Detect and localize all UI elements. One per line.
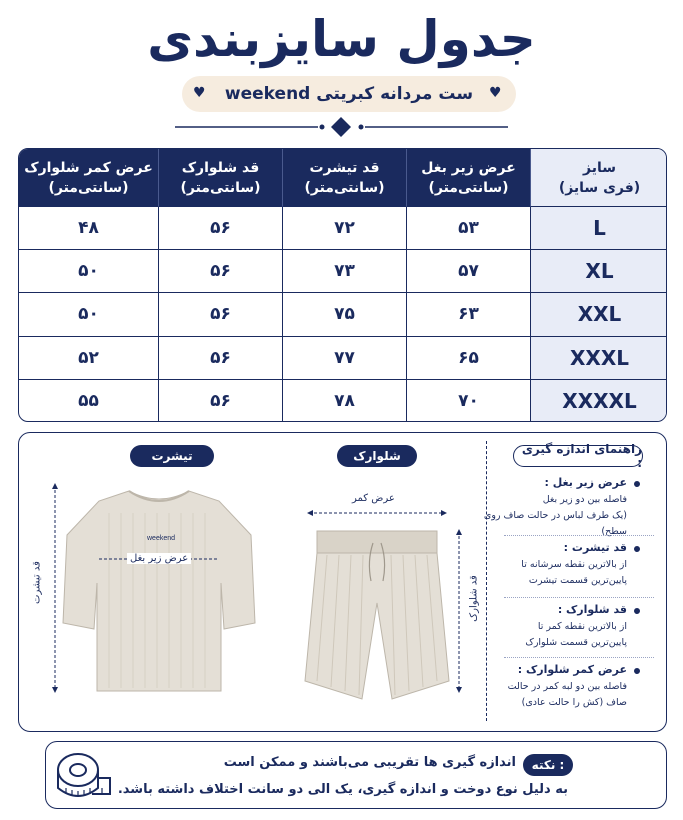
guide-separator (504, 535, 654, 536)
table-cell-tshirt-length: ۷۵ (283, 293, 407, 336)
table-cell-waist: ۵۲ (19, 337, 159, 380)
table-cell-chest-width: ۶۳ (407, 293, 531, 336)
note-line-2: به دلیل نوع دوخت و اندازه گیری، یک الی دو سانت اختلاف داشته باشد. (117, 782, 568, 797)
table-cell-tshirt-length: ۷۳ (283, 250, 407, 293)
table-cell-tshirt-length: ۷۷ (283, 337, 407, 380)
table-cell-waist: ۵۰ (19, 293, 159, 336)
chest-label: عرض زیر بغل (127, 553, 191, 564)
bullet-icon (634, 546, 640, 552)
table-cell-waist: ۵۰ (19, 250, 159, 293)
note-line-1: اندازه گیری ها تقریبی می‌باشند و ممکن است (223, 755, 516, 770)
table-cell-size: XXXXL (531, 380, 667, 422)
shirt-logo: weekend (147, 535, 176, 542)
bullet-icon (634, 668, 640, 674)
subtitle-text: ست مردانه کبریتی weekend (224, 84, 474, 104)
table-cell-waist: ۴۸ (19, 207, 159, 250)
waist-label: عرض کمر (352, 493, 395, 504)
heart-icon: ♥ (489, 85, 502, 101)
col-header-tshirt-length: قد تیشرت (سانتی‌متر) (283, 149, 407, 207)
guide-item-waist: عرض کمر شلوارک : فاصله بین دو لبه کمر در حالت صاف (کش را حالت عادی) (507, 663, 627, 708)
bullet-icon (634, 608, 640, 614)
divider-ornament (0, 116, 683, 138)
tshirt-illustration (49, 473, 269, 703)
table-cell-tshirt-length: ۷۲ (283, 207, 407, 250)
shorts-illustration (287, 491, 467, 711)
guide-separator (504, 597, 654, 598)
col-header-chest-width: عرض زیر بغل (سانتی‌متر) (407, 149, 531, 207)
table-cell-chest-width: ۷۰ (407, 380, 531, 422)
heart-icon: ♥ (193, 85, 206, 101)
guide-item-shorts-length: قد شلوارک : از بالاترین نقطه کمر تا پایین‌ترین قسمت شلوارک (525, 603, 627, 648)
measurement-panel (18, 432, 667, 732)
subtitle-banner (182, 76, 516, 112)
shorts-length-label: قد شلوارک (468, 575, 480, 622)
table-cell-chest-width: ۵۳ (407, 207, 531, 250)
size-table (18, 148, 667, 422)
table-cell-shorts-length: ۵۶ (159, 250, 283, 293)
guide-tag: راهنمای اندازه گیری : (513, 445, 643, 467)
table-cell-shorts-length: ۵۶ (159, 207, 283, 250)
guide-separator (504, 657, 654, 658)
tshirt-tag: تیشرت (130, 445, 214, 467)
note-box (45, 741, 667, 809)
table-cell-chest-width: ۶۵ (407, 337, 531, 380)
col-header-size: سایز (فری سایز) (531, 149, 667, 207)
measuring-tape-icon (52, 748, 112, 804)
table-cell-size: XL (531, 250, 667, 293)
col-header-shorts-length: قد شلوارک (سانتی‌متر) (159, 149, 283, 207)
table-cell-shorts-length: ۵۶ (159, 380, 283, 422)
table-cell-tshirt-length: ۷۸ (283, 380, 407, 422)
table-cell-size: XXXL (531, 337, 667, 380)
table-cell-size: L (531, 207, 667, 250)
table-cell-size: XXL (531, 293, 667, 336)
bullet-icon (634, 481, 640, 487)
table-cell-waist: ۵۵ (19, 380, 159, 422)
note-tag: نکته : (523, 754, 573, 776)
tshirt-length-label: قد تیشرت (31, 561, 43, 604)
shorts-tag: شلوارک (337, 445, 417, 467)
guide-item-tshirt-length: قد تیشرت : از بالاترین نقطه سرشانه تا پایین‌ترین قسمت تیشرت (521, 541, 627, 586)
guide-item-chest: عرض زیر بغل : فاصله بین دو زیر بغل (یک طرف لباس در حالت صاف روی سطح) (483, 476, 627, 537)
table-cell-shorts-length: ۵۶ (159, 293, 283, 336)
col-header-waist: عرض کمر شلوارک (سانتی‌متر) (19, 149, 159, 207)
table-cell-chest-width: ۵۷ (407, 250, 531, 293)
table-cell-shorts-length: ۵۶ (159, 337, 283, 380)
page-title: جدول سایزبندی (147, 10, 536, 68)
